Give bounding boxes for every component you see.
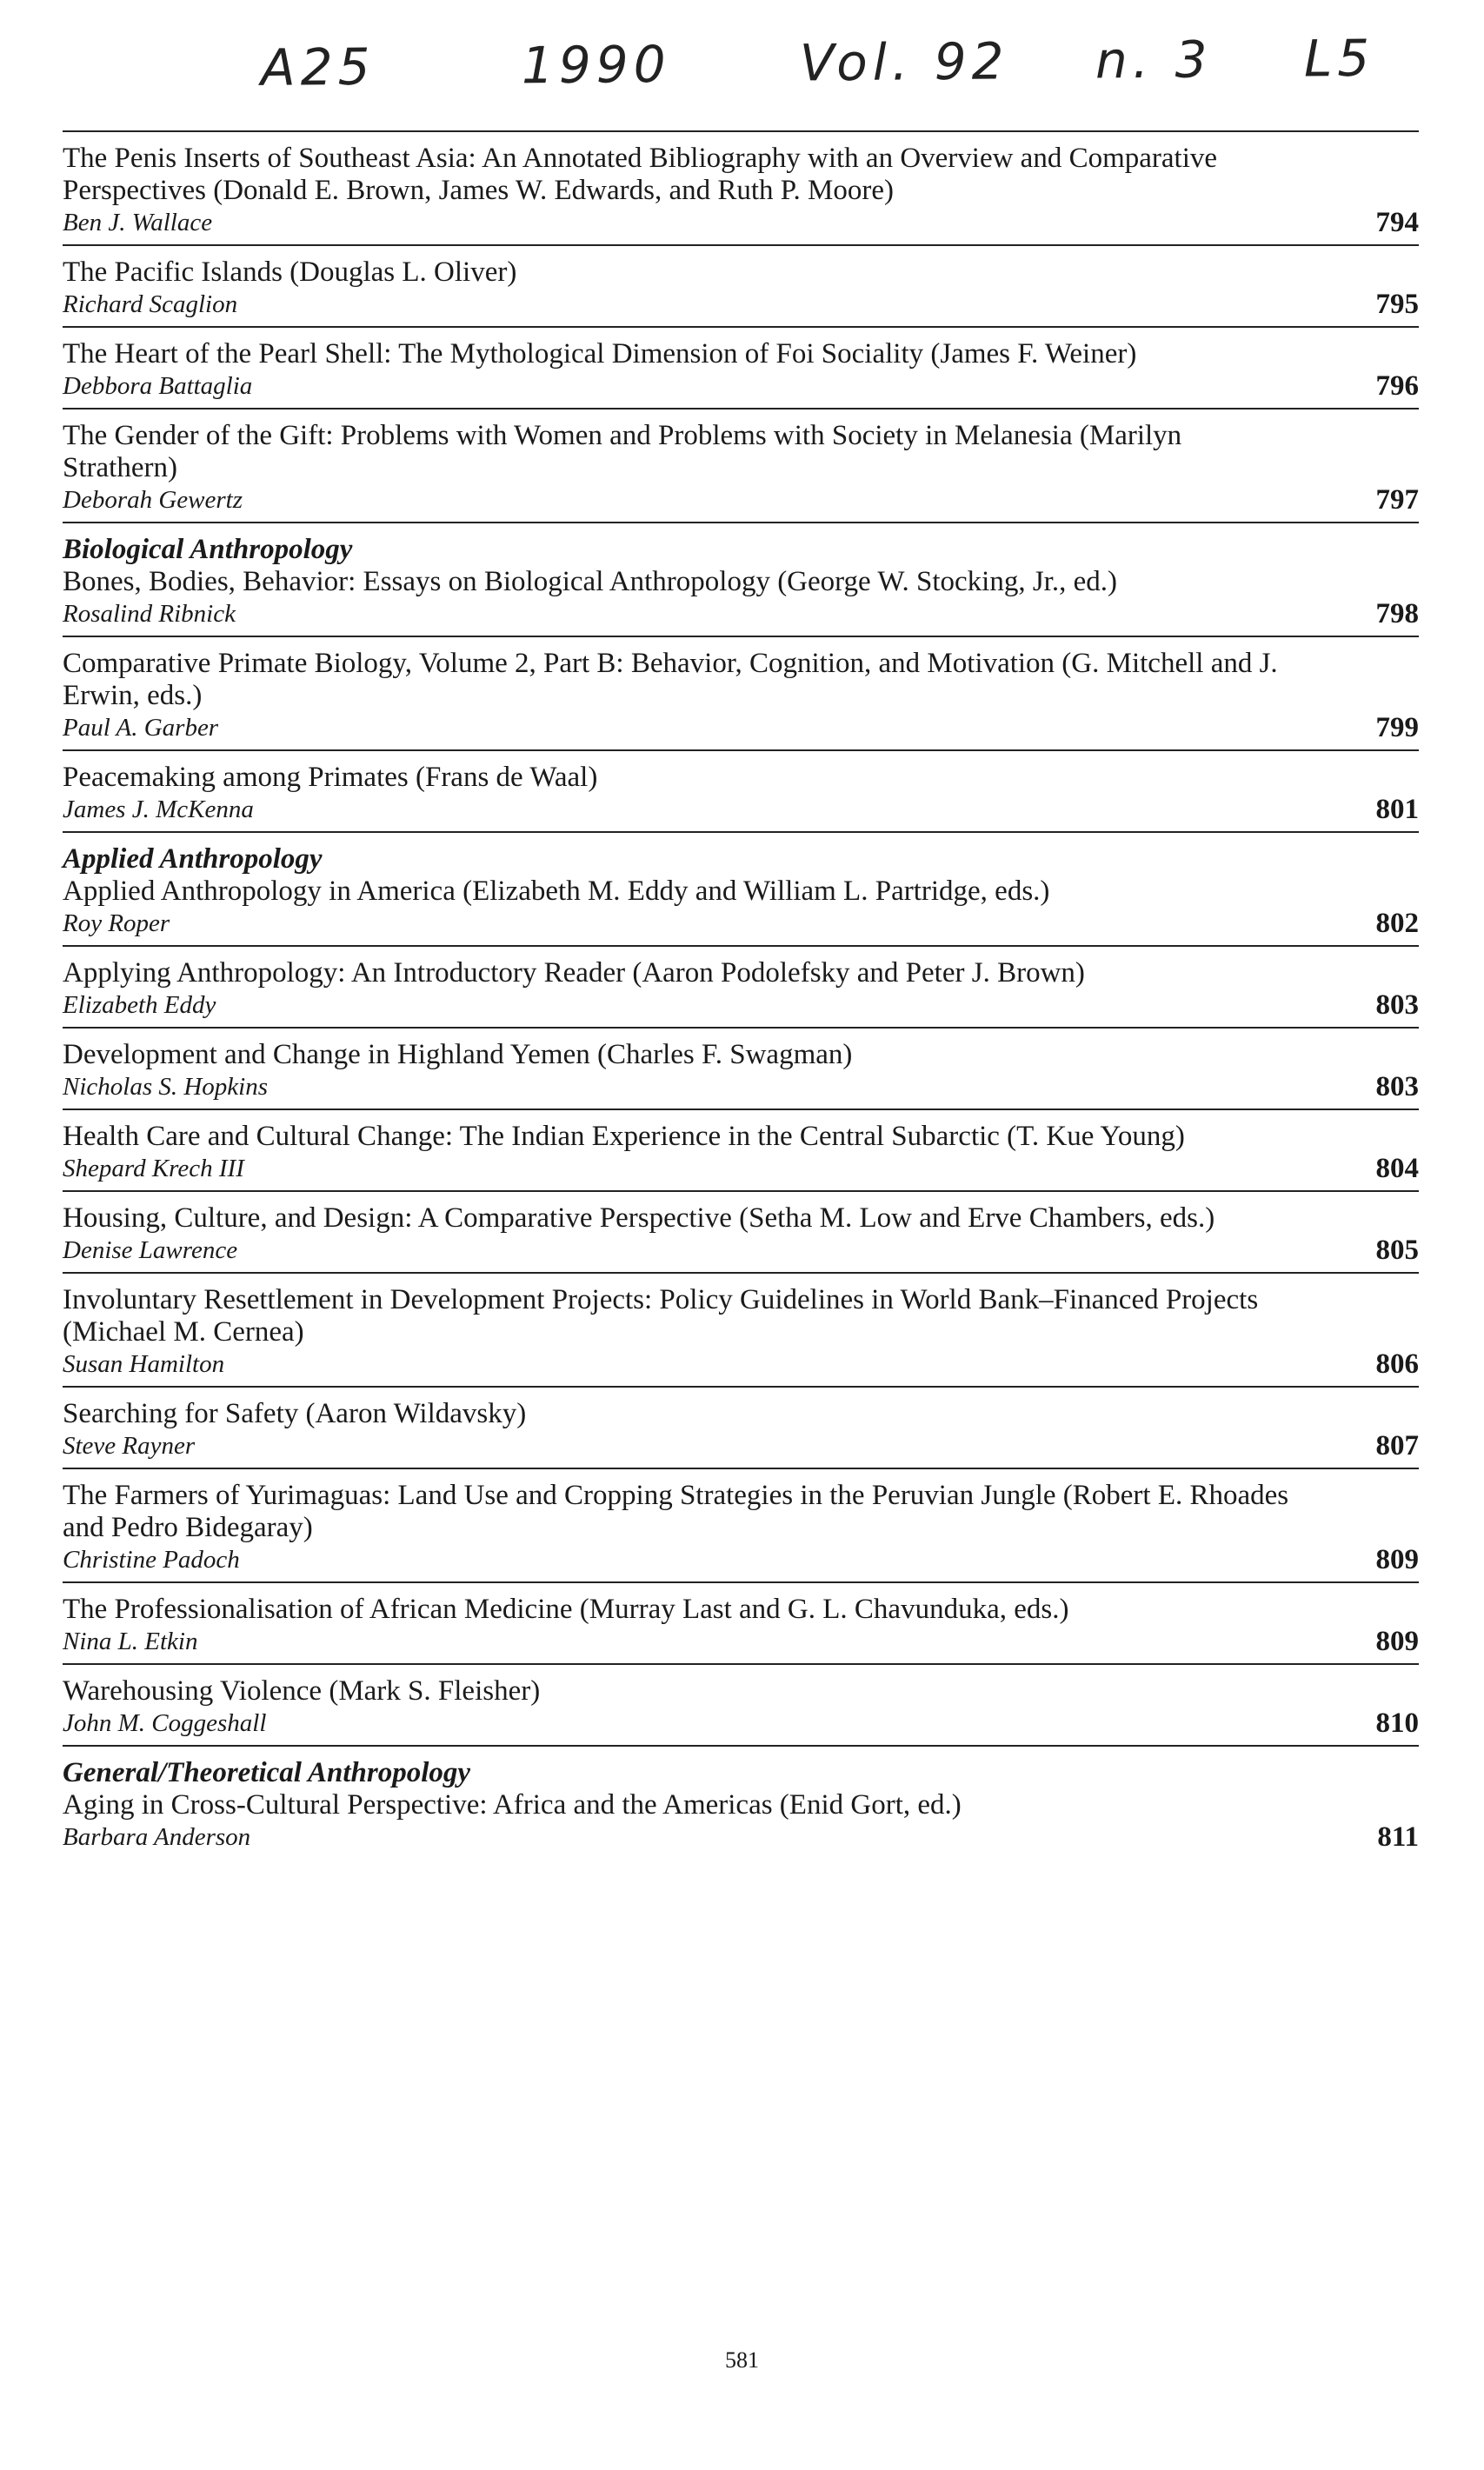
review-entry xyxy=(63,947,1419,1029)
review-entry xyxy=(63,1583,1419,1665)
page-ref: 803 xyxy=(1375,1071,1419,1102)
section-heading: Applied Anthropology xyxy=(63,843,323,875)
book-title: Bones, Bodies, Behavior: Essays on Biological Anthropology (George W. Stocking, Jr., ed.) xyxy=(63,566,1117,597)
book-title: The Gender of the Gift: Problems with Women and Problems with Society in Melanesia (Marilyn Strathern) xyxy=(63,420,1182,483)
review-entry xyxy=(63,132,1419,246)
page-ref: 795 xyxy=(1375,289,1419,320)
book-title: Housing, Culture, and Design: A Comparative Perspective (Setha M. Low and Erve Chambers, eds.) xyxy=(63,1202,1215,1234)
handwritten-note-number: n. 3 xyxy=(1095,30,1213,90)
book-title: The Farmers of Yurimaguas: Land Use and Cropping Strategies in the Peruvian Jungle (Robert E. Rhoades and Pedro Bidegaray) xyxy=(63,1480,1289,1543)
page-ref: 811 xyxy=(1377,1821,1419,1853)
reviewer-name: Debbora Battaglia xyxy=(63,372,253,400)
page-ref: 803 xyxy=(1375,989,1419,1021)
review-entry xyxy=(63,1388,1419,1469)
review-entry xyxy=(63,328,1419,409)
reviewer-name: Steve Rayner xyxy=(63,1432,196,1460)
handwritten-note-volume: Vol. 92 xyxy=(799,31,1009,93)
handwritten-note-accession: A25 xyxy=(260,37,376,97)
page-ref: 794 xyxy=(1375,207,1419,238)
page-ref: 807 xyxy=(1375,1430,1419,1461)
review-entry xyxy=(63,1192,1419,1274)
review-entry xyxy=(63,1747,1419,1859)
page-ref: 798 xyxy=(1375,598,1419,629)
book-title: The Heart of the Pearl Shell: The Mythological Dimension of Foi Sociality (James F. Weiner) xyxy=(63,338,1137,370)
book-title: Applied Anthropology in America (Elizabeth M. Eddy and William L. Partridge, eds.) xyxy=(63,875,1050,907)
book-title: The Pacific Islands (Douglas L. Oliver) xyxy=(63,256,517,288)
reviewer-name: Susan Hamilton xyxy=(63,1350,225,1378)
reviewer-name: Nicholas S. Hopkins xyxy=(63,1073,269,1101)
page-ref: 802 xyxy=(1375,908,1419,939)
review-entry xyxy=(63,1029,1419,1110)
handwritten-annotation xyxy=(261,28,1444,108)
page-ref: 804 xyxy=(1375,1153,1419,1184)
reviewer-name: Roy Roper xyxy=(63,909,170,937)
reviewer-name: James J. McKenna xyxy=(63,796,254,823)
reviewer-name: Paul A. Garber xyxy=(63,714,219,742)
book-title: Peacemaking among Primates (Frans de Waal) xyxy=(63,762,598,793)
review-entry xyxy=(63,1110,1419,1192)
handwritten-note-code: L5 xyxy=(1303,28,1375,89)
page-ref: 806 xyxy=(1375,1348,1419,1380)
reviewer-name: Nina L. Etkin xyxy=(63,1628,198,1655)
section-heading: Biological Anthropology xyxy=(63,534,353,565)
page-ref: 801 xyxy=(1375,794,1419,825)
table-of-contents xyxy=(63,130,1419,1859)
book-title: Health Care and Cultural Change: The Indian Experience in the Central Subarctic (T. Kue Young) xyxy=(63,1121,1185,1152)
reviewer-name: Barbara Anderson xyxy=(63,1823,251,1851)
review-entry xyxy=(63,409,1419,523)
reviewer-name: Christine Padoch xyxy=(63,1546,240,1574)
section-heading: General/Theoretical Anthropology xyxy=(63,1757,471,1788)
review-entry xyxy=(63,1469,1419,1583)
review-entry xyxy=(63,523,1419,637)
reviewer-name: Elizabeth Eddy xyxy=(63,991,216,1019)
book-title: The Penis Inserts of Southeast Asia: An Annotated Bibliography with an Overview and Comparative Perspectives (Donald E. Brown, James W. Edwards, and Ruth P. Moore) xyxy=(63,143,1218,206)
review-entry xyxy=(63,833,1419,947)
page-ref: 809 xyxy=(1375,1626,1419,1657)
book-title: Warehousing Violence (Mark S. Fleisher) xyxy=(63,1675,541,1707)
book-title: Applying Anthropology: An Introductory Reader (Aaron Podolefsky and Peter J. Brown) xyxy=(63,957,1085,989)
page-ref: 810 xyxy=(1375,1708,1419,1739)
handwritten-note-year: 1990 xyxy=(521,34,671,96)
review-entry xyxy=(63,246,1419,328)
reviewer-name: Ben J. Wallace xyxy=(63,209,213,236)
reviewer-name: Deborah Gewertz xyxy=(63,486,243,514)
page-ref: 797 xyxy=(1375,484,1419,516)
reviewer-name: Shepard Krech III xyxy=(63,1155,244,1182)
book-title: Involuntary Resettlement in Development Projects: Policy Guidelines in World Bank–Financed Projects (Michael M. Cernea) xyxy=(63,1284,1259,1348)
book-title: The Professionalisation of African Medicine (Murray Last and G. L. Chavunduka, eds.) xyxy=(63,1594,1069,1625)
page-ref: 799 xyxy=(1375,712,1419,743)
page-ref: 809 xyxy=(1375,1544,1419,1575)
reviewer-name: Rosalind Ribnick xyxy=(63,600,236,628)
review-entry xyxy=(63,1274,1419,1388)
book-title: Searching for Safety (Aaron Wildavsky) xyxy=(63,1398,527,1429)
page-ref: 805 xyxy=(1375,1235,1419,1266)
review-entry xyxy=(63,1665,1419,1747)
book-title: Comparative Primate Biology, Volume 2, Part B: Behavior, Cognition, and Motivation (G. Mitchell and J. Erwin, eds.) xyxy=(63,648,1278,711)
reviewer-name: Richard Scaglion xyxy=(63,290,238,318)
review-entry xyxy=(63,637,1419,751)
reviewer-name: John M. Coggeshall xyxy=(63,1709,267,1737)
book-title: Development and Change in Highland Yemen (Charles F. Swagman) xyxy=(63,1039,853,1070)
review-entry xyxy=(63,751,1419,833)
reviewer-name: Denise Lawrence xyxy=(63,1236,238,1264)
page-ref: 796 xyxy=(1375,370,1419,402)
page-number: 581 xyxy=(725,2347,759,2373)
book-title: Aging in Cross-Cultural Perspective: Africa and the Americas (Enid Gort, ed.) xyxy=(63,1789,962,1821)
